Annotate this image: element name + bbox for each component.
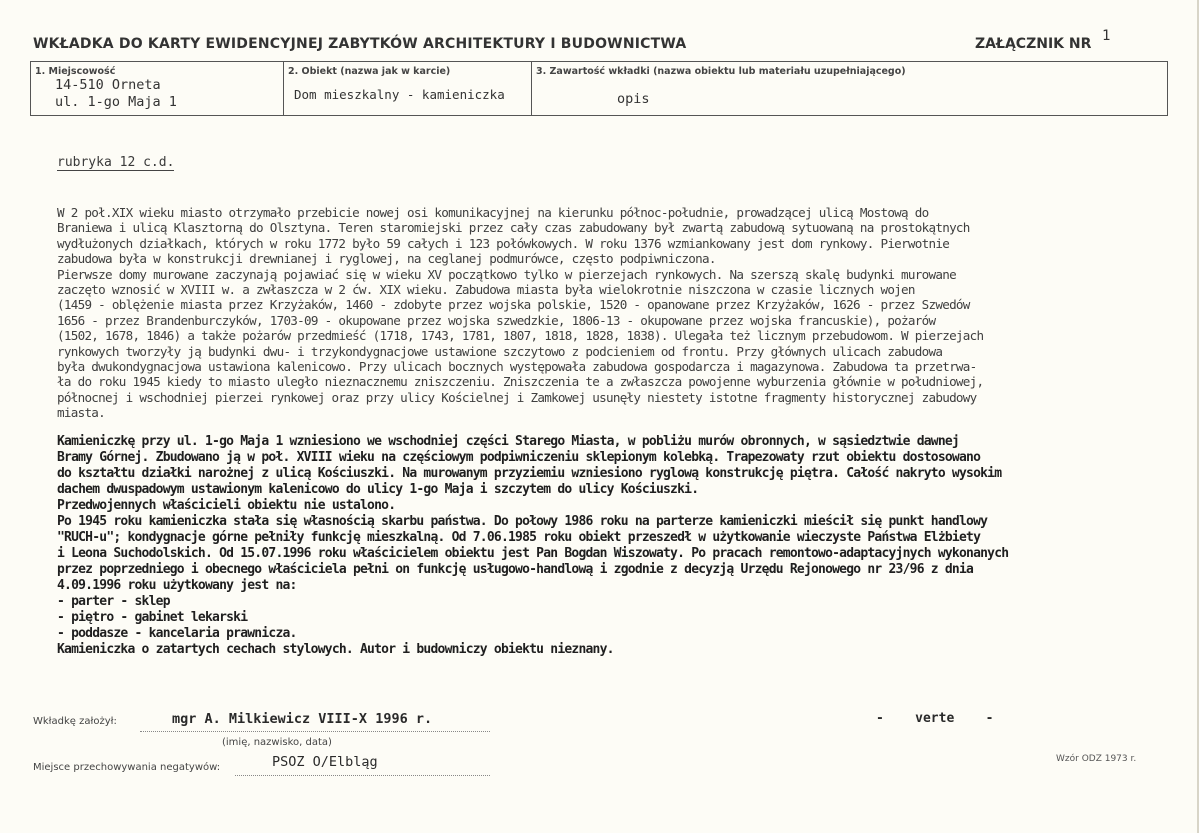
text-line: Pierwsze domy murowane zaczynają pojawiać się w wieku XV początkowo tylko w pierzejach rynkowych. Na szerszą skalę budynki murowane	[57, 266, 956, 282]
content-label: 3. Zawartość wkładki (nazwa obiektu lub materiału uzupełniającego)	[536, 66, 906, 77]
text-line: do kształtu działki narożnej z ulicą Kościuszki. Na murowanym przyziemiu wzniesiono ryglową konstrukcję piętra. Całość nakryto wysokim	[57, 466, 1002, 481]
prepared-by-hint: (imię, nazwisko, data)	[222, 737, 332, 748]
rubric-heading: rubryka 12 c.d.	[57, 155, 175, 170]
object-field	[284, 62, 532, 115]
text-line: wydłużonych działkach, których w roku 1772 było 59 całych i 123 połówkowych. W roku 1376 wzmiankowany jest dom rynkowy. Pierwotnie	[57, 235, 950, 251]
text-line: - parter - sklep	[57, 594, 170, 609]
text-line: dachem dwuspadowym ustawionym kalenicowo do ulicy 1-go Maja i szczytem do ulicy Kościuszki.	[57, 482, 699, 497]
content-value: opis	[617, 91, 650, 107]
text-line: W 2 poł.XIX wieku miasto otrzymało przebicie nowej osi komunikacyjnej na kierunku północ-południe, prowadzącej ulicą Mostową do	[57, 205, 929, 220]
header-fields-table	[30, 61, 1168, 116]
text-line: Braniewa i ulicą Klasztorną do Olsztyna. Teren staromiejski przez cały czas zabudowany był zwartą zabudową sytuowaną na prostokątnych	[57, 220, 970, 236]
text-line: zaczęto wznosić w XVIII w. a zwłaszcza w 2 ćw. XIX wieku. Zabudowa miasta była wielokrotnie niszczona w czasie licznych wojen	[57, 282, 915, 298]
object-label: 2. Obiekt (nazwa jak w karcie)	[288, 66, 451, 77]
prepared-by-label: Wkładkę założył:	[33, 716, 117, 727]
text-line: Kamieniczka o zatartych cechach stylowych. Autor i budowniczy obiektu nieznany.	[57, 642, 614, 657]
text-line: (1459 - oblężenie miasta przez Krzyżaków, 1460 - zdobyte przez wojska polskie, 1520 - opanowane przez Krzyżaków, 1626 - przez Szwedów	[57, 297, 970, 313]
text-line: i Leona Suchodolskich. Od 15.07.1996 roku właścicielem obiektu jest Pan Bogdan Wiszowaty. Po pracach remontowo-adaptacyjnych wykonanych	[57, 546, 1009, 561]
content-field	[532, 62, 1167, 115]
text-line: - piętro - gabinet lekarski	[57, 610, 248, 625]
negatives-location-label: Miejsce przechowywania negatywów:	[33, 762, 221, 773]
annex-label: ZAŁĄCZNIK NR	[975, 36, 1092, 52]
text-line: Przedwojennych właścicieli obiektu nie ustalono.	[57, 498, 396, 513]
text-line: - poddasze - kancelaria prawnicza.	[57, 626, 297, 641]
text-line: miasta.	[57, 405, 106, 421]
text-line: ła do roku 1945 kiedy to miasto uległo nieznacznemu zniszczeniu. Zniszczenia te a zwłaszcza powojenne wyburzenia głównie w południowej,	[57, 374, 984, 390]
form-code: Wzór ODZ 1973 r.	[1056, 754, 1137, 764]
form-title: WKŁADKA DO KARTY EWIDENCYJNEJ ZABYTKÓW ARCHITEKTURY I BUDOWNICTWA	[33, 36, 687, 52]
text-line: Kamieniczkę przy ul. 1-go Maja 1 wzniesiono we wschodniej części Starego Miasta, w pobliżu murów obronnych, w sąsiedztwie dawnej	[57, 434, 959, 449]
negatives-location-line	[235, 775, 490, 776]
object-value: Dom mieszkalny - kamieniczka	[294, 87, 505, 102]
prepared-by-line	[140, 731, 490, 732]
history-text	[57, 205, 1173, 421]
text-line: Po 1945 roku kamieniczka stała się własnością skarbu państwa. Do połowy 1986 roku na parterze kamieniczki mieścił się punkt handlowy	[57, 514, 988, 529]
building-description-text	[57, 434, 1173, 658]
verte-note: - verte -	[876, 711, 994, 726]
prepared-by-value: mgr A. Milkiewicz VIII-X 1996 r.	[172, 711, 433, 727]
negatives-location-value: PSOZ O/Elbląg	[272, 754, 378, 770]
text-line: 1656 - przez Brandenburczyków, 1703-09 - okupowane przez wojska szwedzkie, 1806-13 - okupowane przez wojska francuskie), pożarów	[57, 312, 936, 328]
annex-number: 1	[1102, 28, 1111, 44]
text-line: zabudowa była w konstrukcji drewnianej i ryglowej, na ceglanej podmurówce, często podpiwniczona.	[57, 251, 716, 267]
locality-line-1: 14-510 Orneta	[55, 77, 161, 93]
text-line: Bramy Górnej. Zbudowano ją w poł. XVIII wieku na częściowym podpiwniczeniu sklepionym kolebką. Trapezowaty rzut obiektu dostosowano	[57, 450, 981, 465]
text-line: (1502, 1678, 1846) a także pożarów przedmieść (1718, 1743, 1781, 1807, 1818, 1828, 1838). Ulegała też licznym przebudowom. W pierzejach	[57, 328, 984, 344]
text-line: przez poprzedniego i obecnego właściciela pełni on funkcję usługowo-handlową i zgodnie z decyzją Urzędu Rejonowego nr 23/96 z dnia	[57, 562, 974, 577]
locality-field	[31, 62, 284, 115]
text-line: 4.09.1996 roku użytkowany jest na:	[57, 578, 297, 593]
text-line: była dwukondygnacjowa ustawiona kalenicowo. Przy ulicach bocznych występowała zabudowa gospodarcza i magazynowa. Zabudowa ta przetrwa-	[57, 359, 977, 375]
locality-line-2: ul. 1-go Maja 1	[55, 94, 177, 110]
text-line: "RUCH-u"; kondygnacje górne pełniły funkcję mieszkalną. Od 7.06.1985 roku obiekt przeszedł w użytkowanie wieczyste Państwa Elżbiety	[57, 530, 981, 545]
locality-label: 1. Miejscowość	[35, 66, 116, 77]
text-line: rynkowych tworzyły ją budynki dwu- i trzykondygnacjowe ustawione szczytowo z podcieniem od frontu. Przy głównych ulicach zabudowa	[57, 343, 943, 359]
text-line: północnej i wschodniej pierzei rynkowej oraz przy ulicy Kościelnej i Zamkowej usunęły niestety istotne fragmenty historycznej zabudowy	[57, 389, 977, 405]
